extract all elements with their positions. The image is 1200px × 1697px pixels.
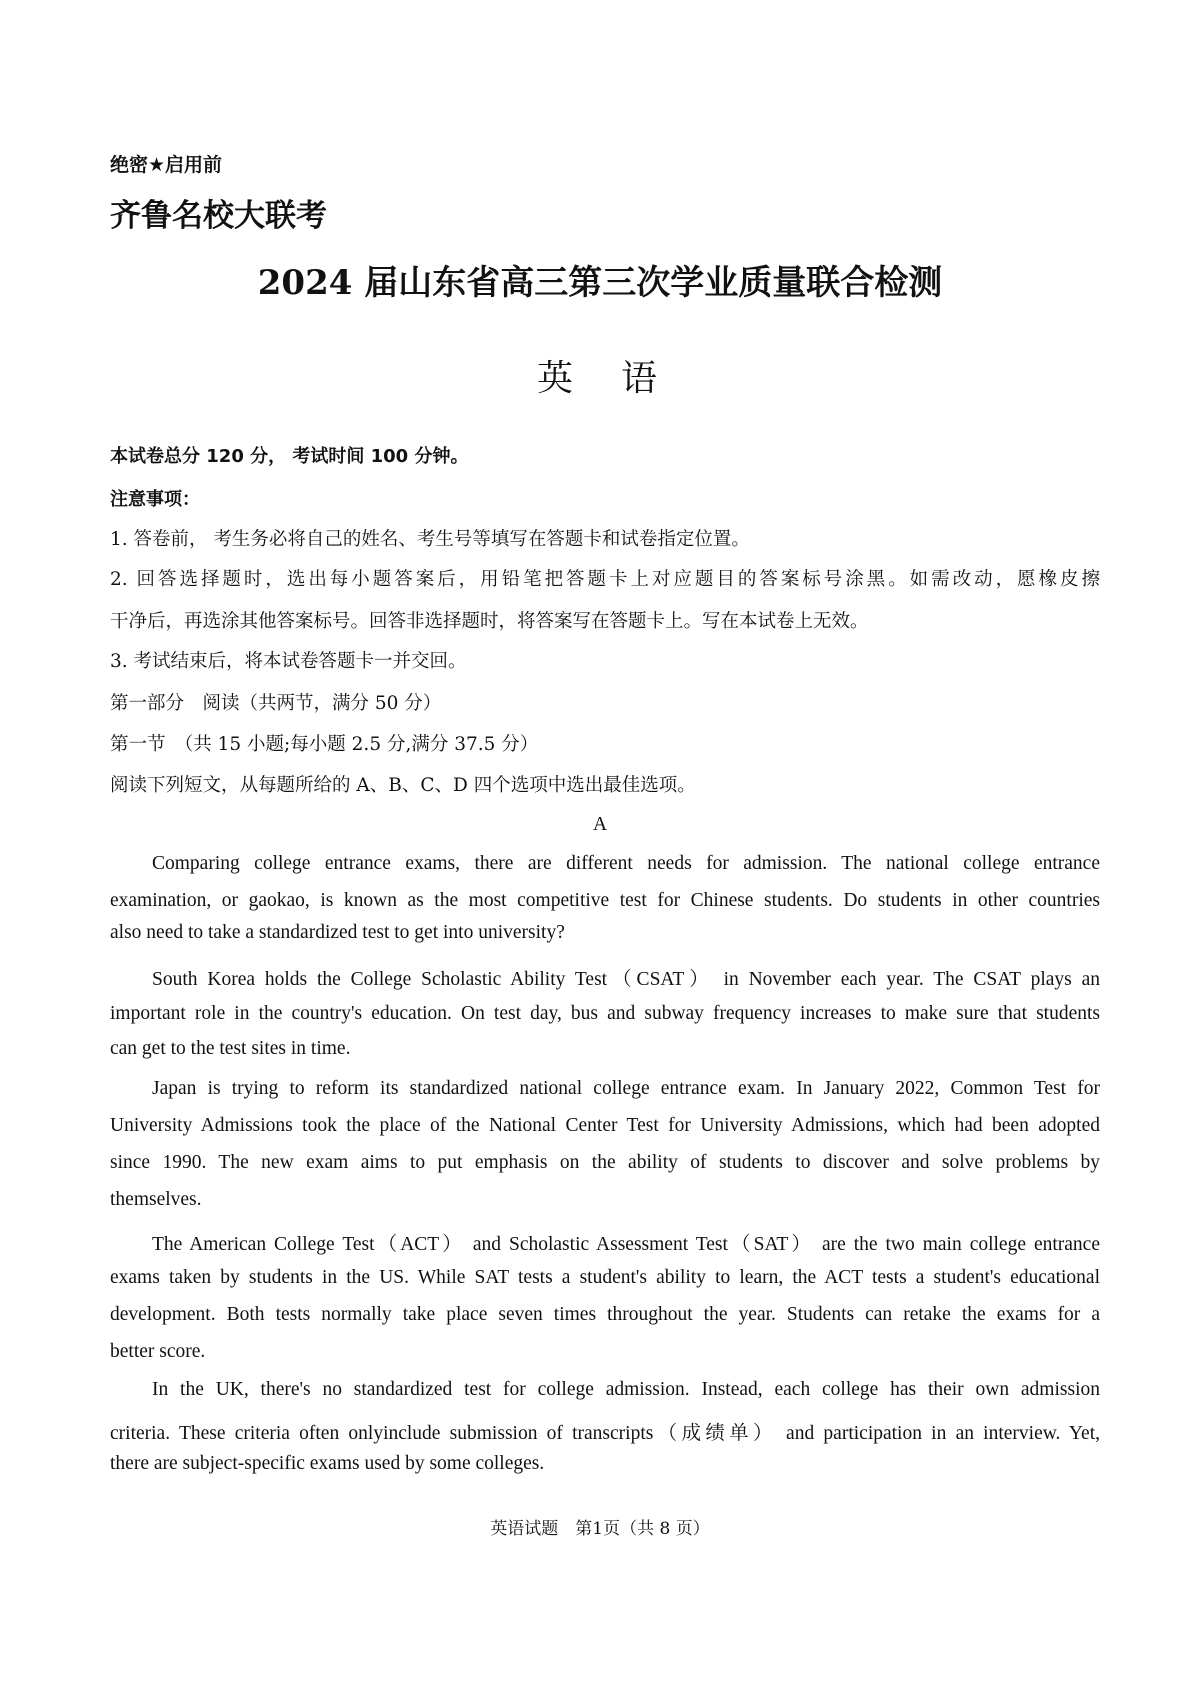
exam-title: 2024 届山东省高三第三次学业质量联合检测 (257, 263, 943, 303)
paragraph-1-line-2: examination, or gaokao, is known as the most competitive test for Chinese students. Do students in other countries (110, 890, 1100, 911)
reading-instruction: 阅读下列短文，从每题所给的 A、B、C、D 四个选项中选出最佳选项。 (110, 775, 696, 796)
note-1: 1. 答卷前， 考生务必将自己的姓名、考生号等填写在答题卡和试卷指定位置。 (110, 529, 750, 550)
paragraph-3-line-2: University Admissions took the place of the National Center Test for University Admissions, which had been adopted (110, 1115, 1100, 1136)
passage-label: A (592, 814, 608, 835)
score-time-info: 本试卷总分 120 分， 考试时间 100 分钟。 (110, 446, 469, 467)
part-one-heading: 第一部分 阅读（共两节，满分 50 分） (110, 693, 442, 714)
note-2-line-1: 2. 回答选择题时，选出每小题答案后，用铅笔把答题卡上对应题目的答案标号涂黑。如需改动，愿橡皮擦 (110, 569, 1100, 590)
subject-title: 英 语 (536, 358, 663, 399)
note-2-line-2: 干净后，再选涂其他答案标号。回答非选择题时，将答案写在答题卡上。写在本试卷上无效。 (110, 611, 869, 632)
paragraph-2-line-2: important role in the country's education. On test day, bus and subway frequency increases to make sure that students (110, 1003, 1100, 1024)
page-footer: 英语试题 第1页（共 8 页） (490, 1519, 710, 1539)
paragraph-2-line-1: South Korea holds the College Scholastic Ability Test（CSAT） in November each year. The CSAT plays an (152, 969, 1100, 990)
organization-title: 齐鲁名校大联考 (110, 198, 327, 234)
section-one-heading: 第一节 （共 15 小题;每小题 2.5 分,满分 37.5 分） (110, 734, 539, 755)
confidential-mark: 绝密★启用前 (110, 154, 223, 176)
paragraph-5-line-1: In the UK, there's no standardized test for college admission. Instead, each college has their own admission (152, 1379, 1100, 1400)
paragraph-3-line-3: since 1990. The new exam aims to put emphasis on the ability of students to discover and solve problems by (110, 1152, 1100, 1173)
paragraph-4-line-3: development. Both tests normally take place seven times throughout the year. Students can retake the exams for a (110, 1304, 1100, 1325)
paragraph-1-line-1: Comparing college entrance exams, there are different needs for admission. The national college entrance (152, 853, 1100, 874)
paragraph-3-line-4: themselves. (110, 1189, 202, 1210)
paragraph-5-line-3: there are subject-specific exams used by some colleges. (110, 1453, 545, 1474)
paragraph-2-line-3: can get to the test sites in time. (110, 1038, 351, 1059)
paragraph-4-line-2: exams taken by students in the US. While SAT tests a student's ability to learn, the ACT tests a student's educational (110, 1267, 1100, 1288)
paragraph-4-line-4: better score. (110, 1341, 206, 1362)
notes-title: 注意事项： (110, 489, 200, 510)
paragraph-3-line-1: Japan is trying to reform its standardized national college entrance exam. In January 2022, Common Test for (152, 1078, 1100, 1099)
note-3: 3. 考试结束后，将本试卷答题卡一并交回。 (110, 651, 467, 672)
paragraph-4-line-1: The American College Test（ACT） and Scholastic Assessment Test（SAT） are the two main college entrance (152, 1234, 1100, 1255)
paragraph-5-line-2: criteria. These criteria often onlyinclude submission of transcripts（成绩单） and participation in an interview. Yet, (110, 1423, 1100, 1444)
paragraph-1-line-3: also need to take a standardized test to get into university? (110, 922, 565, 943)
